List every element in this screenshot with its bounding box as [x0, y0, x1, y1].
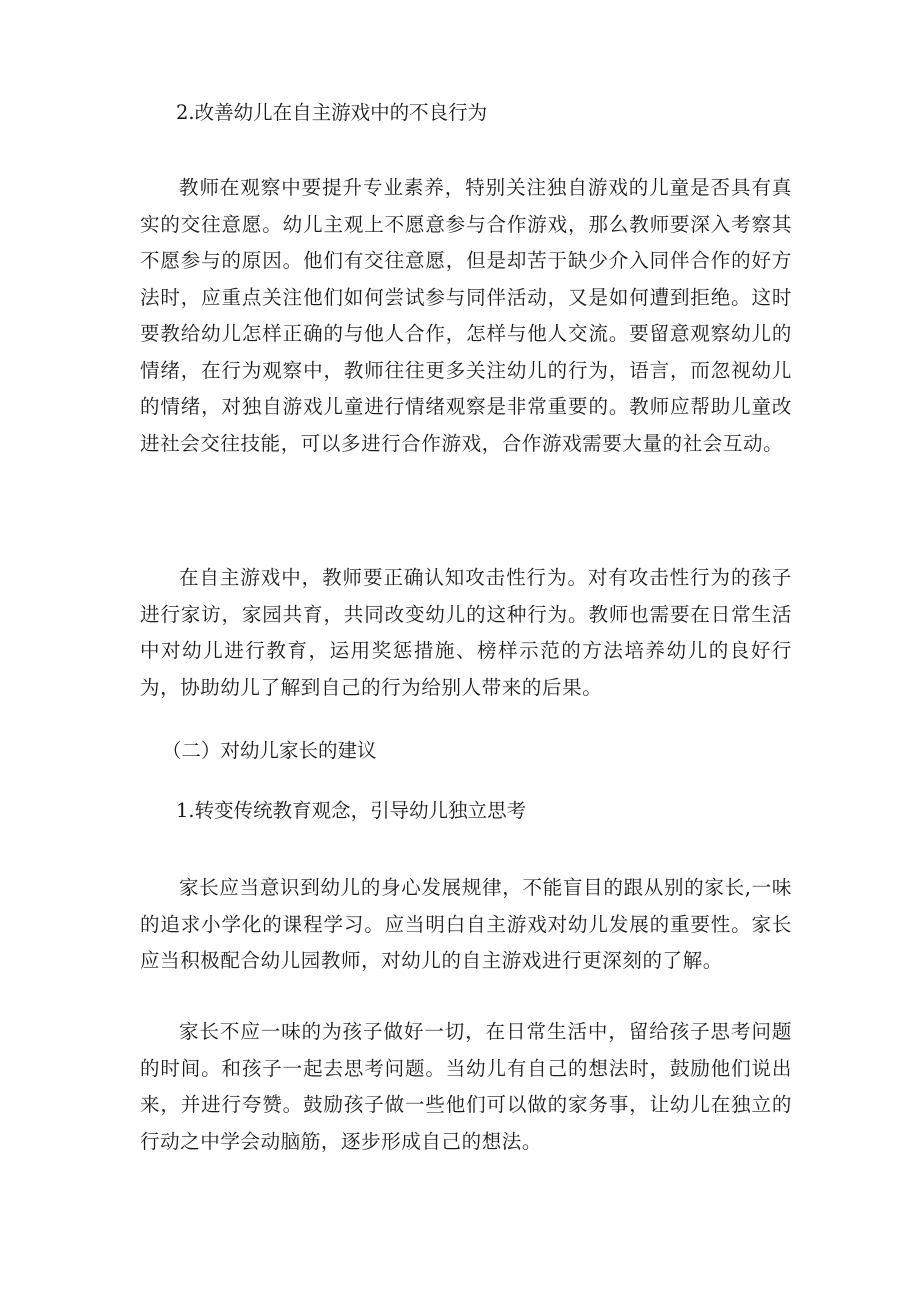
section-heading-improve-behavior: 2.改善幼儿在自主游戏中的不良行为: [176, 101, 488, 124]
paragraph-parent-independence: 家长不应一味的为孩子做好一切，在日常生活中，留给孩子思考问题的时间。和孩子一起去思考问题。当幼儿有自己的想法时，鼓励他们说出来，并进行夸赞。鼓励孩子做一些他们可以做的家务事，让幼儿在独立的行动之中学会动脑筋，逐步形成自己的想法。: [140, 1020, 792, 1153]
paragraph-parent-awareness: 家长应当意识到幼儿的身心发展规律，不能盲目的跟从别的家长,一味的追求小学化的课程学习。应当明白自主游戏对幼儿发展的重要性。家长应当积极配合幼儿园教师，对幼儿的自主游戏进行更深刻的了解。: [140, 876, 792, 972]
paragraph-teacher-observation: 教师在观察中要提升专业素养，特别关注独自游戏的儿童是否具有真实的交往意愿。幼儿主观上不愿意参与合作游戏，那么教师要深入考察其不愿参与的原因。他们有交往意愿，但是却苦于缺少介入同伴合作的好方法时，应重点关注他们如何尝试参与同伴活动，又是如何遭到拒绝。这时要教给幼儿怎样正确的与他人合作，怎样与他人交流。要留意观察幼儿的情绪，在行为观察中，教师往往更多关注幼儿的行为，语言，而忽视幼儿的情绪，对独自游戏儿童进行情绪观察是非常重要的。教师应帮助儿童改进社会交往技能，可以多进行合作游戏，合作游戏需要大量的社会互动。: [140, 176, 792, 455]
paragraph-aggressive-behavior: 在自主游戏中，教师要正确认知攻击性行为。对有攻击性行为的孩子进行家访，家园共育，共同改变幼儿的这种行为。教师也需要在日常生活中对幼儿进行教育，运用奖惩措施、榜样示范的方法培养幼儿的良好行为，协助幼儿了解到自己的行为给别人带来的后果。: [140, 566, 792, 699]
section-heading-change-concepts: 1.转变传统教育观念，引导幼儿独立思考: [176, 799, 527, 822]
section-heading-parent-suggestions: （二）对幼儿家长的建议: [162, 739, 377, 762]
